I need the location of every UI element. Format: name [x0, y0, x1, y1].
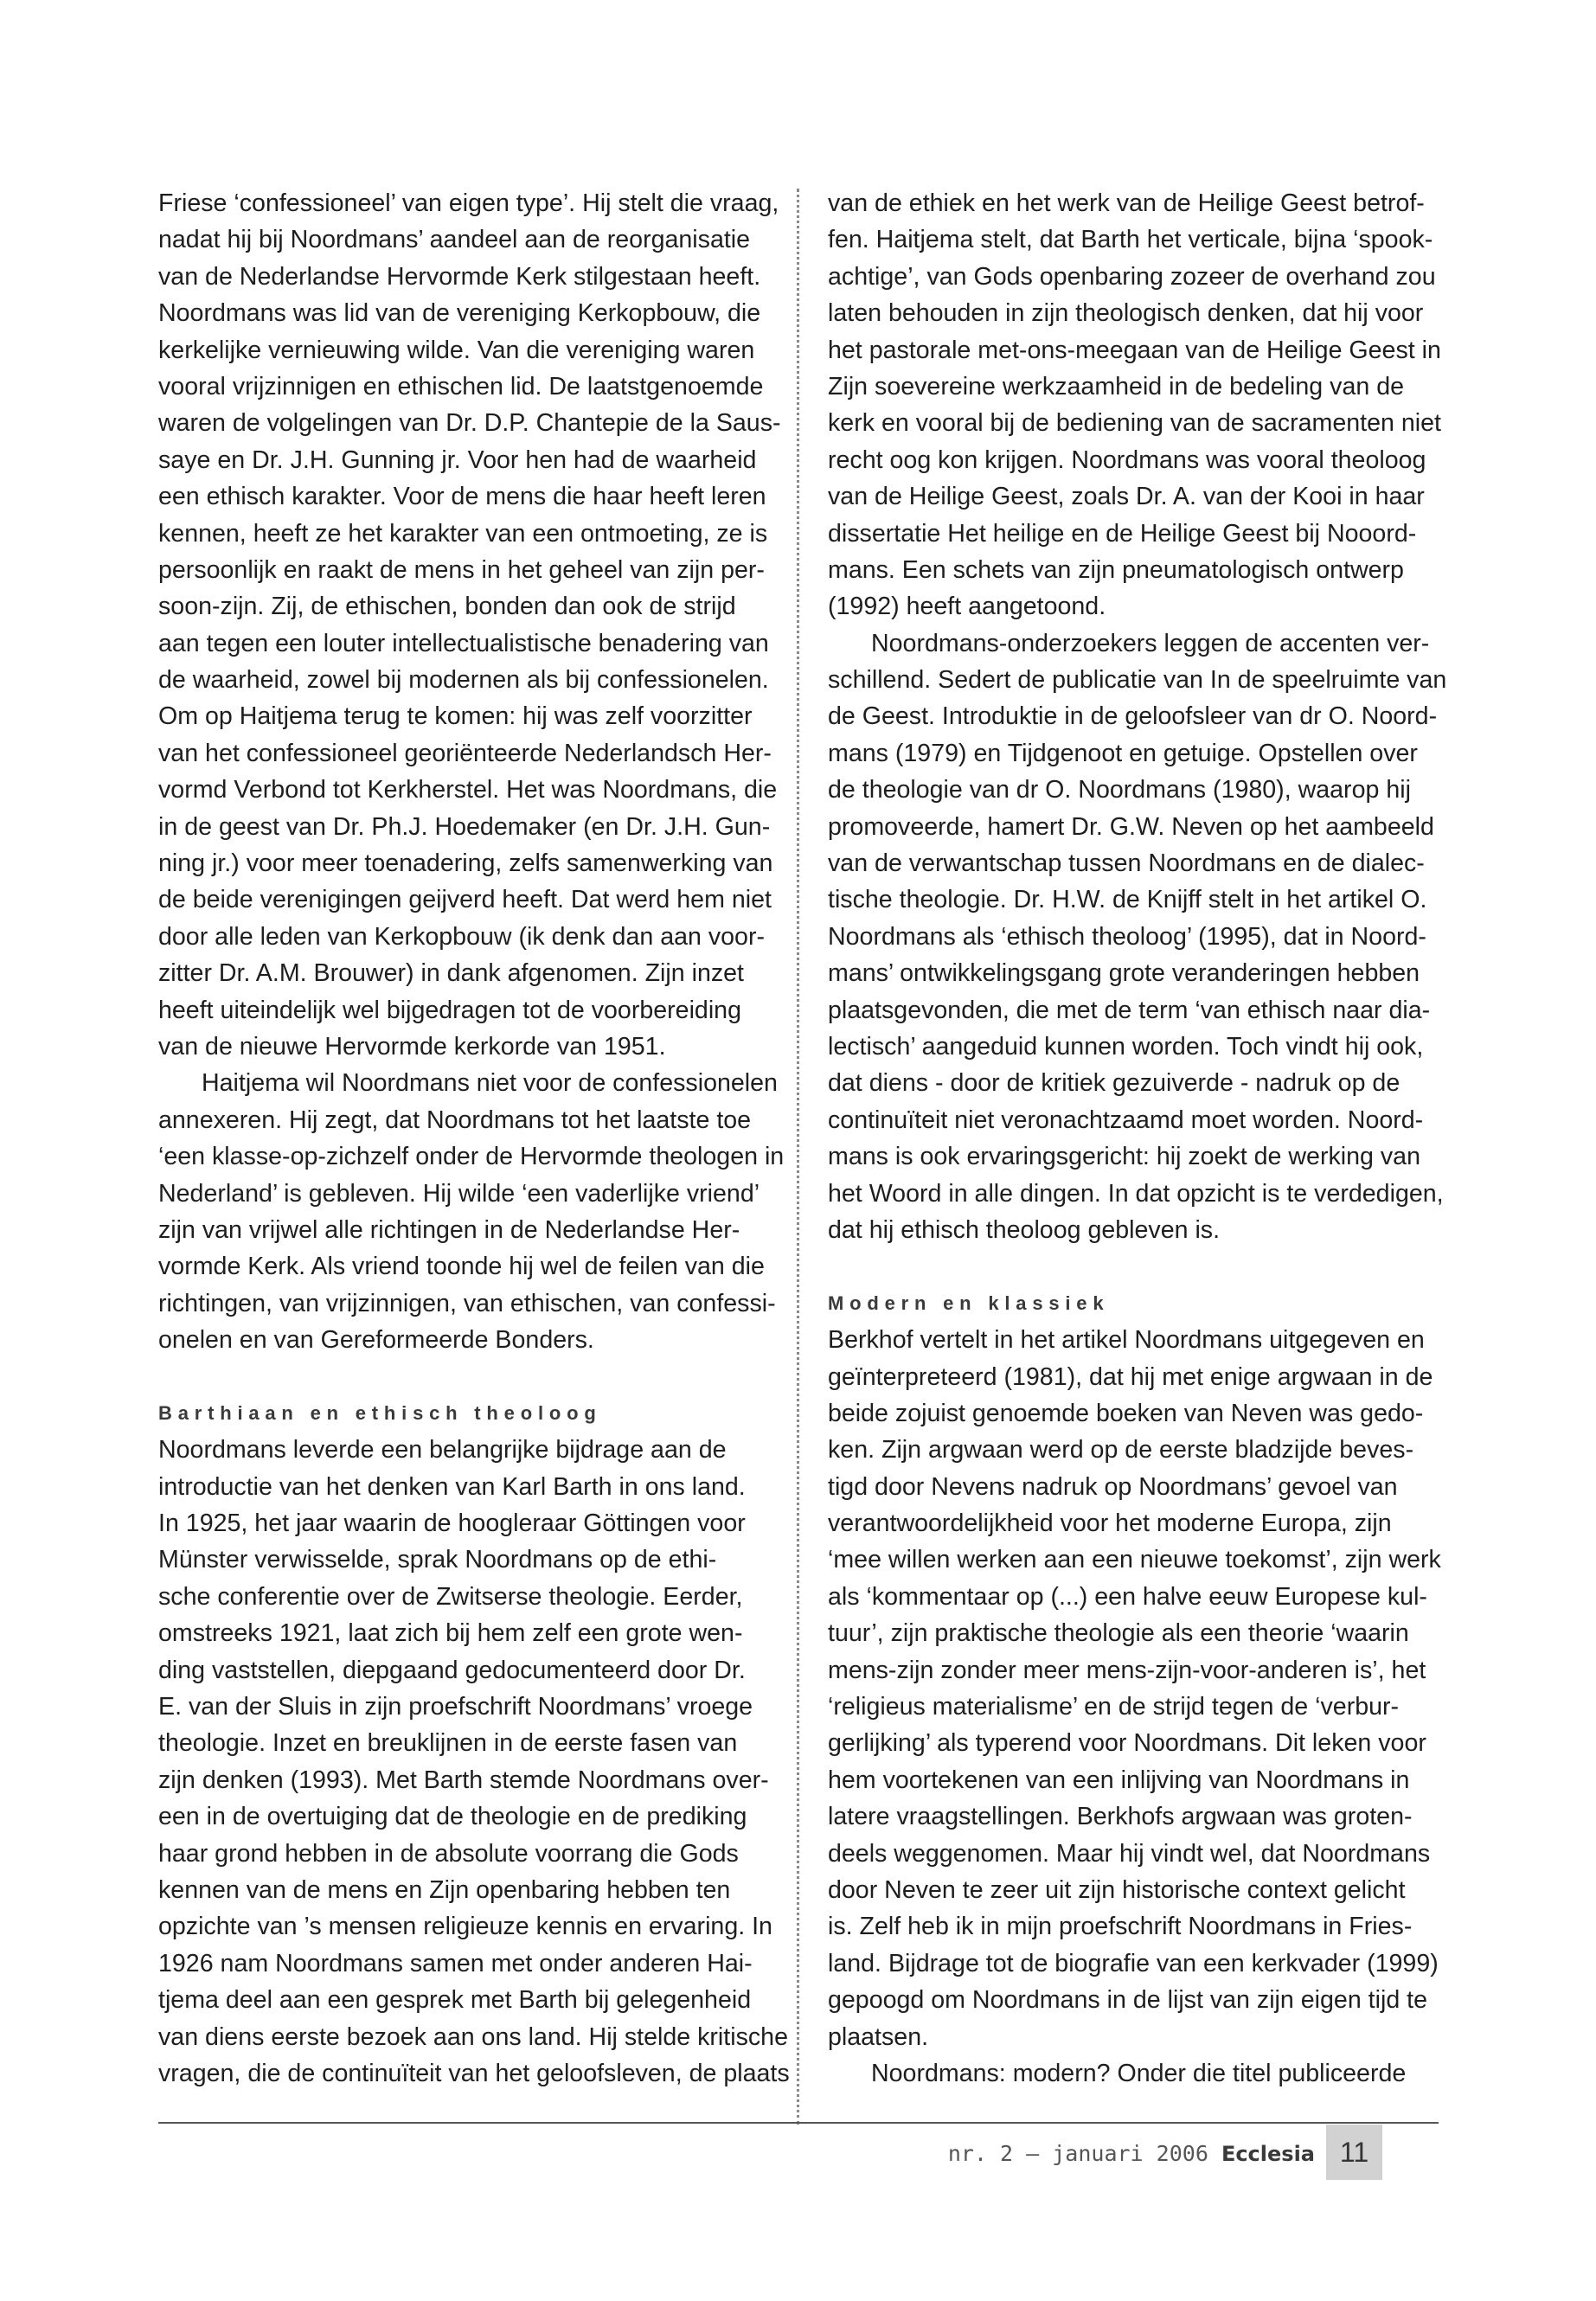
- text-line: dissertatie Het heilige en de Heilige Geest bij Nooord-: [828, 519, 1417, 548]
- text-line: achtige’, van Gods openbaring zozeer de overhand zou: [828, 262, 1436, 291]
- right-paragraph-2: [828, 625, 1472, 1249]
- text-line: Friese ‘confessioneel’ van eigen type’. Hij stelt die vraag,: [158, 189, 779, 217]
- text-line: door alle leden van Kerkopbouw (ik denk dan aan voor-: [158, 922, 765, 951]
- text-line: ken. Zijn argwaan werd op de eerste bladzijde beves-: [828, 1436, 1414, 1465]
- text-line: vormde Kerk. Als vriend toonde hij wel de feilen van die: [158, 1253, 765, 1281]
- text-line: ding vaststellen, diepgaand gedocumenteerd door Dr.: [158, 1656, 746, 1684]
- text-line: de waarheid, zowel bij modernen als bij confessionelen.: [158, 666, 769, 695]
- text-line: promoveerde, hamert Dr. G.W. Neven op het aambeeld: [828, 812, 1434, 841]
- text-line: dat diens - door de kritiek gezuiverde - nadruk op de: [828, 1069, 1401, 1098]
- text-line: van de nieuwe Hervormde kerkorde van 1951.: [158, 1032, 666, 1061]
- paragraph-gap: [828, 1248, 1472, 1285]
- left-column: [158, 185, 803, 2127]
- issue-date: nr. 2 — januari 2006: [947, 2141, 1208, 2166]
- text-line: de theologie van dr O. Noordmans (1980), waarop hij: [828, 776, 1411, 804]
- text-line: van de ethiek en het werk van de Heilige Geest betrof-: [828, 189, 1425, 217]
- text-line: tische theologie. Dr. H.W. de Knijff stelt in het artikel O.: [828, 886, 1427, 914]
- right-paragraph-4: [828, 2055, 1472, 2092]
- left-paragraph-3: [158, 1432, 803, 2092]
- text-line: hem voortekenen van een inlijving van Noordmans in: [828, 1766, 1410, 1794]
- text-line: de beide verenigingen geijverd heeft. Dat werd hem niet: [158, 886, 772, 914]
- text-line: gepoogd om Noordmans in de lijst van zijn eigen tijd te: [828, 1986, 1428, 2015]
- text-line: een ethisch karakter. Voor de mens die haar heeft leren: [158, 483, 766, 511]
- text-line: is. Zelf heb ik in mijn proefschrift Noordmans in Fries-: [828, 1913, 1413, 1941]
- text-line: Noordmans: modern? Onder die titel publiceerde: [871, 2059, 1407, 2087]
- text-line: (1992) heeft aangetoond.: [828, 593, 1106, 621]
- text-line: verantwoordelijkheid voor het moderne Europa, zijn: [828, 1509, 1392, 1538]
- text-line: plaatsen.: [828, 2022, 929, 2051]
- paragraph-gap: [158, 1359, 803, 1395]
- text-line: vooral vrijzinnigen en ethischen lid. De laatstgenoemde: [158, 372, 764, 401]
- text-line: haar grond hebben in de absolute voorrang die Gods: [158, 1839, 739, 1868]
- text-line: nadat hij bij Noordmans’ aandeel aan de reorganisatie: [158, 226, 751, 254]
- text-line: vragen, die de continuïteit van het geloofsleven, de plaats: [158, 2059, 790, 2087]
- section-heading: Barthiaan en ethisch theoloog: [158, 1401, 602, 1424]
- text-line: van het confessioneel georiënteerde Nederlandsch Her-: [158, 739, 772, 767]
- text-line: als ‘kommentaar op (...) een halve eeuw Europese kul-: [828, 1582, 1427, 1611]
- text-line: geïnterpreteerd (1981), dat hij met enige argwaan in de: [828, 1362, 1433, 1391]
- text-line: Noordmans was lid van de vereniging Kerkopbouw, die: [158, 299, 761, 328]
- text-line: laten behouden in zijn theologisch denken, dat hij voor: [828, 299, 1424, 328]
- text-line: van de Nederlandse Hervormde Kerk stilgestaan heeft.: [158, 262, 761, 291]
- text-line: 1926 nam Noordmans samen met onder anderen Hai-: [158, 1949, 753, 1977]
- text-line: Noordmans als ‘ethisch theoloog’ (1995), dat in Noord-: [828, 922, 1426, 951]
- text-line: ‘een klasse-op-zichzelf onder de Hervormde theologen in: [158, 1143, 785, 1171]
- text-line: tjema deel aan een gesprek met Barth bij gelegenheid: [158, 1986, 752, 2015]
- text-line: annexeren. Hij zegt, dat Noordmans tot het laatste toe: [158, 1106, 752, 1134]
- text-line: Noordmans leverde een belangrijke bijdrage aan de: [158, 1436, 727, 1465]
- text-line: saye en Dr. J.H. Gunning jr. Voor hen had de waarheid: [158, 445, 757, 474]
- text-line: aan tegen een louter intellectualistische benadering van: [158, 629, 769, 657]
- text-line: latere vraagstellingen. Berkhofs argwaan was groten-: [828, 1803, 1413, 1831]
- text-line: kerkelijke vernieuwing wilde. Van die vereniging waren: [158, 336, 755, 364]
- text-line: mans is ook ervaringsgericht: hij zoekt de werking van: [828, 1143, 1420, 1171]
- text-line: E. van der Sluis in zijn proefschrift Noordmans’ vroege: [158, 1693, 753, 1721]
- left-paragraph-1: [158, 185, 803, 1065]
- text-line: vormd Verbond tot Kerkherstel. Het was Noordmans, die: [158, 776, 778, 804]
- text-line: mans’ ontwikkelingsgang grote veranderingen hebben: [828, 959, 1420, 988]
- text-line: mans. Een schets van zijn pneumatologisch ontwerp: [828, 555, 1404, 584]
- text-line: Om op Haitjema terug te komen: hij was zelf voorzitter: [158, 702, 753, 731]
- text-line: persoonlijk en raakt de mens in het geheel van zijn per-: [158, 555, 765, 584]
- text-line: zitter Dr. A.M. Brouwer) in dank afgenomen. Zijn inzet: [158, 959, 745, 988]
- text-line: introductie van het denken van Karl Barth in ons land.: [158, 1472, 746, 1501]
- text-line: het Woord in alle dingen. In dat opzicht is te verdedigen,: [828, 1179, 1444, 1208]
- text-line: kennen van de mens en Zijn openbaring hebben ten: [158, 1875, 731, 1904]
- text-line: mans (1979) en Tijdgenoot en getuige. Opstellen over: [828, 739, 1418, 767]
- text-line: het pastorale met-ons-meegaan van de Heilige Geest in: [828, 336, 1441, 364]
- left-paragraph-2: [158, 1065, 803, 1358]
- text-line: de Geest. Introduktie in de geloofsleer van dr O. Noord-: [828, 702, 1438, 731]
- text-line: lectisch’ aangeduid kunnen worden. Toch vindt hij ook,: [828, 1032, 1424, 1061]
- right-paragraph-3: [828, 1322, 1472, 2055]
- text-line: Nederland’ is gebleven. Hij wilde ‘een vaderlijke vriend’: [158, 1179, 760, 1208]
- text-line: heeft uiteindelijk wel bijgedragen tot de voorbereiding: [158, 996, 741, 1024]
- text-line: Zijn soevereine werkzaamheid in de bedeling van de: [828, 372, 1405, 401]
- footer-issue-info: [908, 2137, 1315, 2171]
- text-line: In 1925, het jaar waarin de hoogleraar Göttingen voor: [158, 1509, 746, 1538]
- text-line: een in de overtuiging dat de theologie en de prediking: [158, 1803, 747, 1831]
- text-line: richtingen, van vrijzinnigen, van ethischen, van confessi-: [158, 1289, 776, 1317]
- text-line: waren de volgelingen van Dr. D.P. Chantepie de la Saus-: [158, 409, 781, 438]
- text-line: Berkhof vertelt in het artikel Noordmans uitgegeven en: [828, 1326, 1425, 1355]
- text-line: ning jr.) voor meer toenadering, zelfs samenwerking van: [158, 849, 773, 878]
- text-line: sche conferentie over de Zwitserse theologie. Eerder,: [158, 1582, 743, 1611]
- text-line: mens-zijn zonder meer mens-zijn-voor-anderen is’, het: [828, 1656, 1426, 1684]
- magazine-name: Ecclesia: [1221, 2142, 1315, 2166]
- right-paragraph-1: [828, 185, 1472, 625]
- text-line: beide zojuist genoemde boeken van Neven was gedo-: [828, 1399, 1424, 1427]
- text-line: deels weggenomen. Maar hij vindt wel, dat Noordmans: [828, 1839, 1431, 1868]
- text-line: onelen en van Gereformeerde Bonders.: [158, 1326, 594, 1355]
- text-line: theologie. Inzet en breuklijnen in de eerste fasen van: [158, 1729, 738, 1758]
- text-line: Haitjema wil Noordmans niet voor de confessionelen: [202, 1069, 778, 1098]
- text-line: tigd door Nevens nadruk op Noordmans’ gevoel van: [828, 1472, 1398, 1501]
- text-line: ‘mee willen werken aan een nieuwe toekomst’, zijn werk: [828, 1546, 1441, 1574]
- page-number: 11: [1326, 2125, 1382, 2180]
- text-line: in de geest van Dr. Ph.J. Hoedemaker (en Dr. J.H. Gun-: [158, 812, 771, 841]
- text-line: ‘religieus materialisme’ en de strijd tegen de ‘verbur-: [828, 1693, 1400, 1721]
- text-line: plaatsgevonden, die met de term ‘van ethisch naar dia-: [828, 996, 1431, 1024]
- text-line: Noordmans-onderzoekers leggen de accenten ver-: [871, 629, 1430, 657]
- text-line: continuïteit niet veronachtzaamd moet worden. Noord-: [828, 1106, 1424, 1134]
- text-line: Münster verwisselde, sprak Noordmans op de ethi-: [158, 1546, 717, 1574]
- text-line: zijn denken (1993). Met Barth stemde Noordmans over-: [158, 1766, 769, 1794]
- footer-rule: [158, 2122, 1439, 2124]
- text-line: van de Heilige Geest, zoals Dr. A. van der Kooi in haar: [828, 483, 1425, 511]
- text-line: fen. Haitjema stelt, dat Barth het verticale, bijna ‘spook-: [828, 226, 1433, 254]
- text-line: zijn van vrijwel alle richtingen in de Nederlandse Her-: [158, 1215, 740, 1244]
- text-line: tuur’, zijn praktische theologie als een theorie ‘waarin: [828, 1619, 1409, 1648]
- text-line: land. Bijdrage tot de biografie van een kerkvader (1999): [828, 1949, 1439, 1977]
- text-line: soon-zijn. Zij, de ethischen, bonden dan ook de strijd: [158, 593, 736, 621]
- text-line: van diens eerste bezoek aan ons land. Hij stelde kritische: [158, 2022, 788, 2051]
- text-line: gerlijking’ als typerend voor Noordmans. Dit leken voor: [828, 1729, 1426, 1758]
- text-line: opzichte van ’s mensen religieuze kennis en ervaring. In: [158, 1913, 772, 1941]
- column-divider: [797, 189, 799, 2125]
- text-line: van de verwantschap tussen Noordmans en de dialec-: [828, 849, 1425, 878]
- text-line: recht oog kon krijgen. Noordmans was vooral theoloog: [828, 445, 1426, 474]
- text-line: kennen, heeft ze het karakter van een ontmoeting, ze is: [158, 519, 768, 548]
- text-line: schillend. Sedert de publicatie van In de speelruimte van: [828, 666, 1447, 695]
- text-line: kerk en vooral bij de bediening van de sacramenten niet: [828, 409, 1441, 438]
- text-line: dat hij ethisch theoloog gebleven is.: [828, 1215, 1221, 1244]
- text-line: omstreeks 1921, laat zich bij hem zelf een grote wen-: [158, 1619, 743, 1648]
- text-line: door Neven te zeer uit zijn historische context gelicht: [828, 1875, 1406, 1904]
- section-heading: Modern en klassiek: [828, 1292, 1110, 1314]
- right-column: [828, 185, 1472, 2127]
